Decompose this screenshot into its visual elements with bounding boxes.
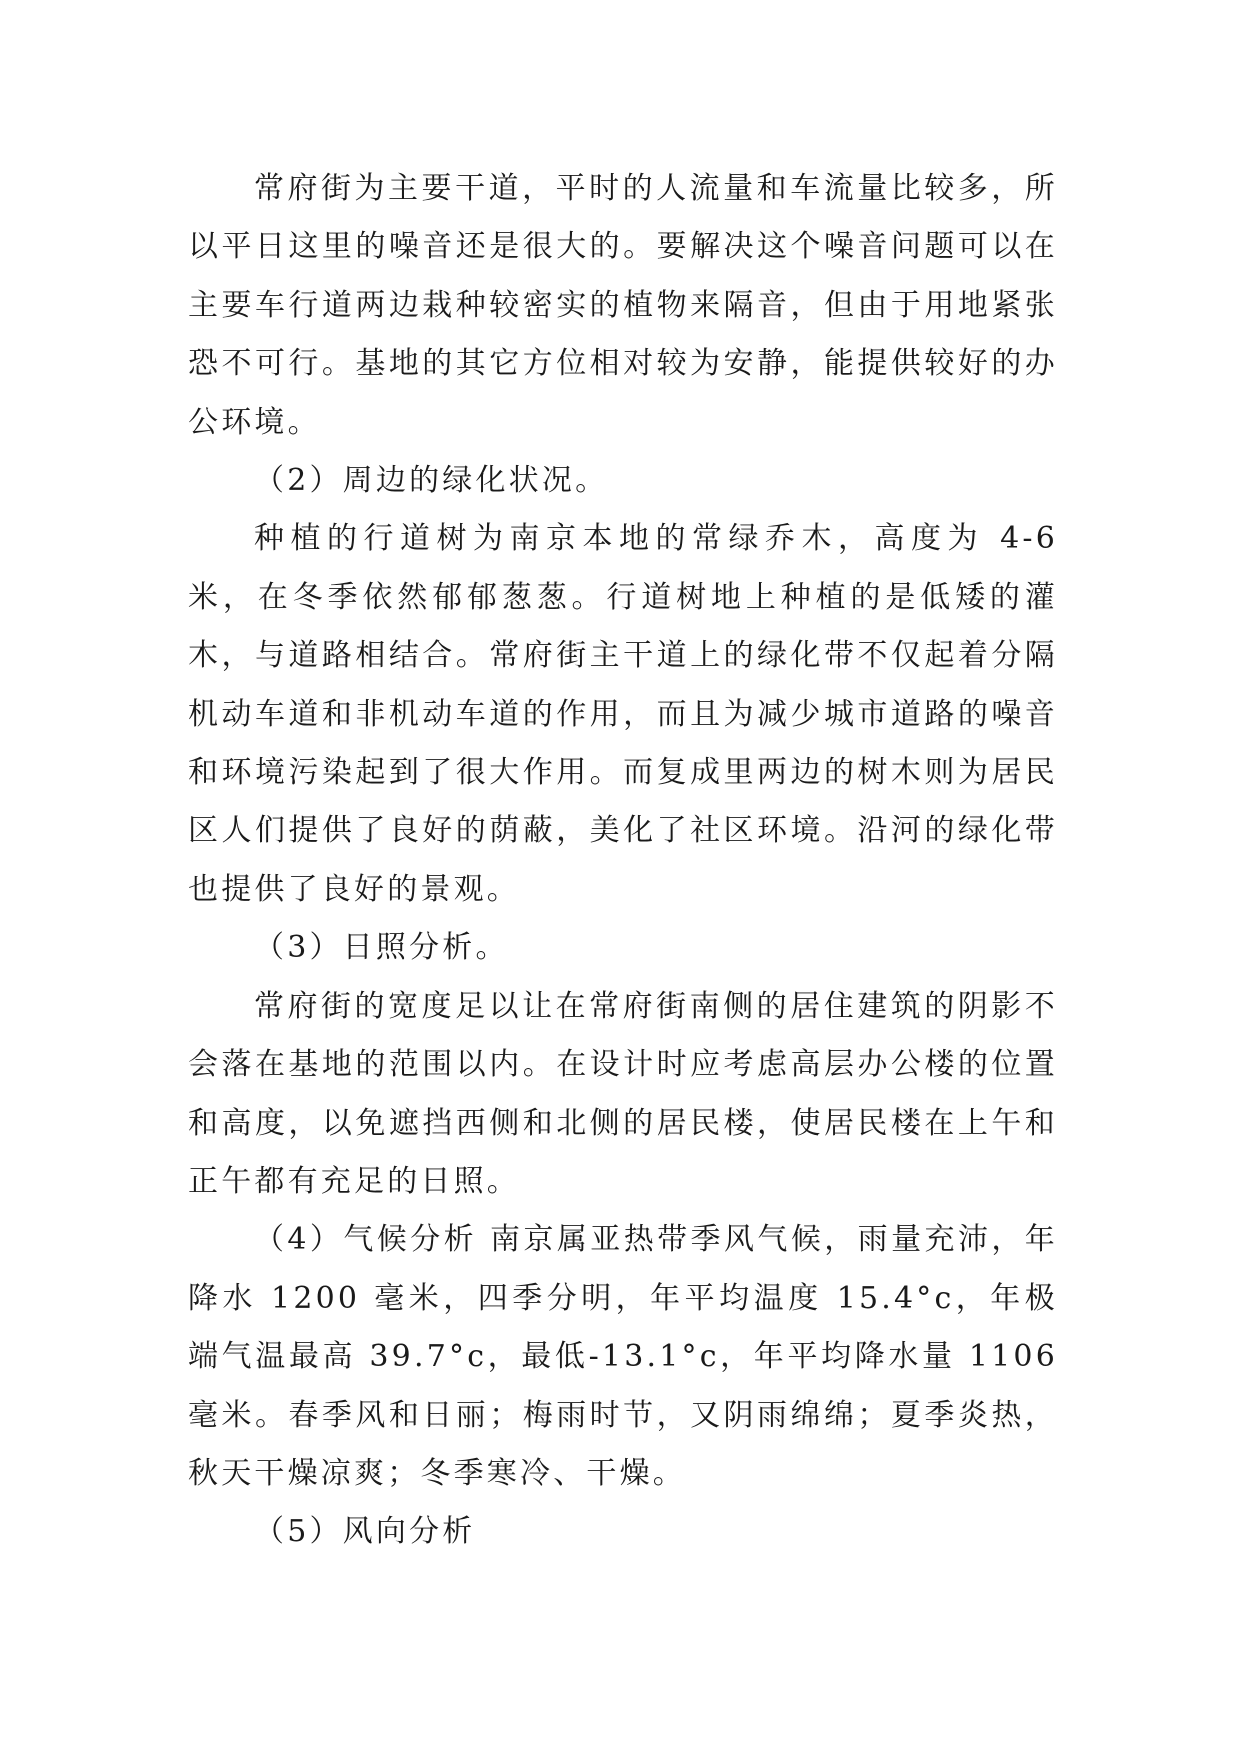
paragraph-greening: 种植的行道树为南京本地的常绿乔木，高度为 4-6 米，在冬季依然郁郁葱葱。行道树地上种植的是低矮的灌木，与道路相结合。常府街主干道上的绿化带不仅起着分隔机动车道和非机动车道的作用，而且为减少城市道路的噪音和环境污染起到了很大作用。而复成里两边的树木则为居民区人们提供了良好的荫蔽，美化了社区环境。沿河的绿化带也提供了良好的景观。 <box>188 521 1058 907</box>
section-heading-greening: （2）周边的绿化状况。 <box>254 463 609 499</box>
paragraph-climate: （4）气候分析 南京属亚热带季风气候，雨量充沛，年降水 1200 毫米，四季分明，年平均温度 15.4°c，年极端气温最高 39.7°c，最低-13.1°c，年平均降水量 1106 毫米。春季风和日丽；梅雨时节，又阴雨绵绵；夏季炎热，秋天干燥凉爽；冬季寒冷、干燥。 <box>188 1222 1058 1491</box>
document-page <box>188 160 1058 1562</box>
section-heading-sunlight: （3）日照分析。 <box>254 930 509 966</box>
paragraph-noise: 常府街为主要干道，平时的人流量和车流量比较多，所以平日这里的噪音还是很大的。要解决这个噪音问题可以在主要车行道两边栽种较密实的植物来隔音，但由于用地紧张恐不可行。基地的其它方位相对较为安静，能提供较好的办公环境。 <box>188 171 1058 440</box>
section-heading-wind: （5）风向分析 <box>254 1514 476 1550</box>
paragraph-sunlight: 常府街的宽度足以让在常府街南侧的居住建筑的阴影不会落在基地的范围以内。在设计时应考虑高层办公楼的位置和高度，以免遮挡西侧和北侧的居民楼，使居民楼在上午和正午都有充足的日照。 <box>188 988 1058 1199</box>
